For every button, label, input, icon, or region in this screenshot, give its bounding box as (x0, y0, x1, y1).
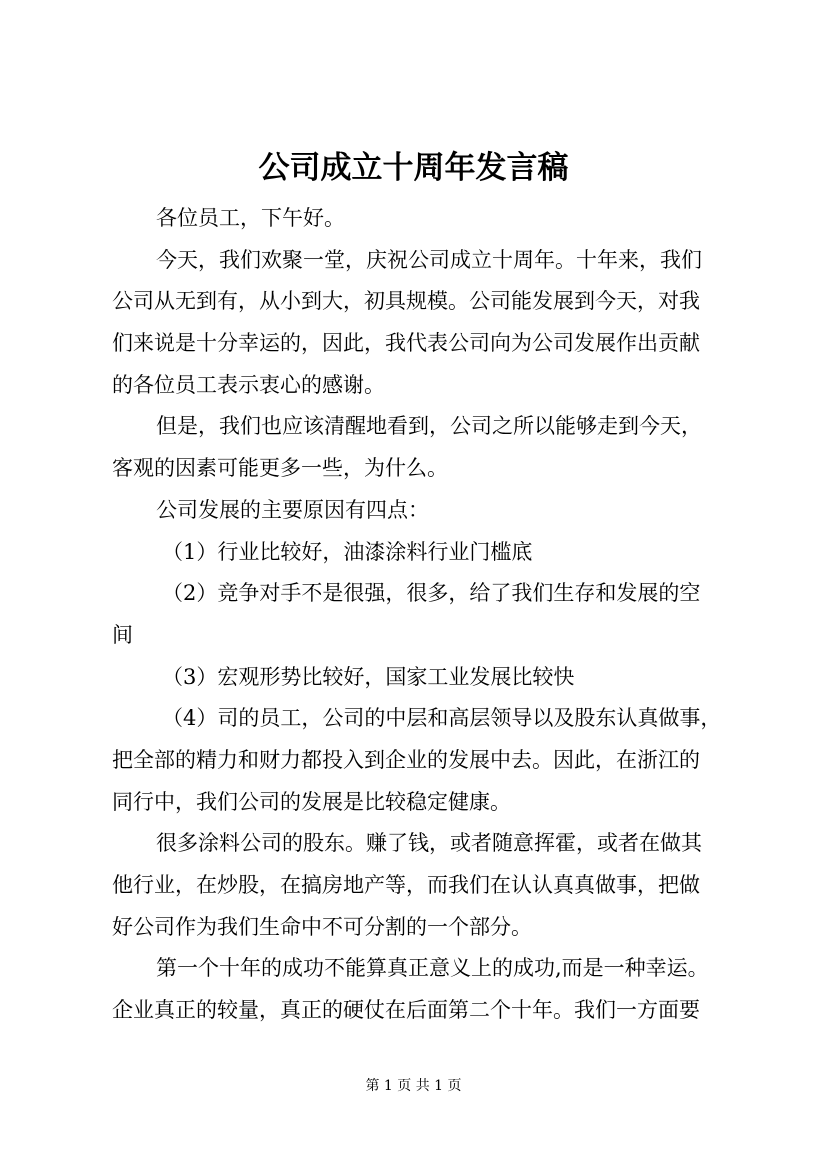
paragraph-line: 第一个十年的成功不能算真正意义上的成功,而是一种幸运。 (156, 956, 709, 981)
paragraph-line: 客观的因素可能更多一些，为什么。 (112, 456, 448, 481)
paragraph-line: 的各位员工表示衷心的感谢。 (112, 372, 385, 397)
list-item-line: （1）行业比较好，油漆涂料行业门槛底 (162, 539, 533, 564)
paragraph-line: 公司从无到有，从小到大，初具规模。公司能发展到今天，对我 (112, 289, 700, 314)
paragraph-line: 公司发展的主要原因有四点： (156, 497, 429, 522)
paragraph-line: 企业真正的较量，真正的硬仗在后面第二个十年。我们一方面要 (112, 998, 700, 1023)
list-item-line: 间 (112, 622, 133, 647)
paragraph-line: 今天，我们欢聚一堂，庆祝公司成立十周年。十年来，我们 (156, 247, 702, 272)
paragraph-line: 把全部的精力和财力都投入到企业的发展中去。因此，在浙江的 (112, 747, 700, 772)
paragraph-line: 但是，我们也应该清醒地看到，公司之所以能够走到今天， (156, 414, 702, 439)
paragraph-line: 很多涂料公司的股东。赚了钱，或者随意挥霍，或者在做其 (156, 831, 702, 856)
document-title: 公司成立十周年发言稿 (258, 150, 569, 186)
paragraph-line: 同行中，我们公司的发展是比较稳定健康。 (112, 789, 511, 814)
page-footer: 第 1 页 共 1 页 (365, 1078, 462, 1094)
paragraph-line: 们来说是十分幸运的，因此，我代表公司向为公司发展作出贡献 (112, 331, 700, 356)
list-item-line: （3）宏观形势比较好，国家工业发展比较快 (162, 664, 575, 689)
document-body (112, 198, 720, 1032)
paragraph-line: 各位员工，下午好。 (156, 206, 345, 230)
paragraph-line: 好公司作为我们生命中不可分割的一个部分。 (112, 914, 532, 939)
paragraph-line: 他行业，在炒股，在搞房地产等，而我们在认认真真做事，把做 (112, 873, 700, 897)
list-item-line: （2）竞争对手不是很强，很多，给了我们生存和发展的空 (162, 581, 701, 606)
list-item-line: （4）司的员工，公司的中层和高层领导以及股东认真做事， (162, 706, 722, 731)
